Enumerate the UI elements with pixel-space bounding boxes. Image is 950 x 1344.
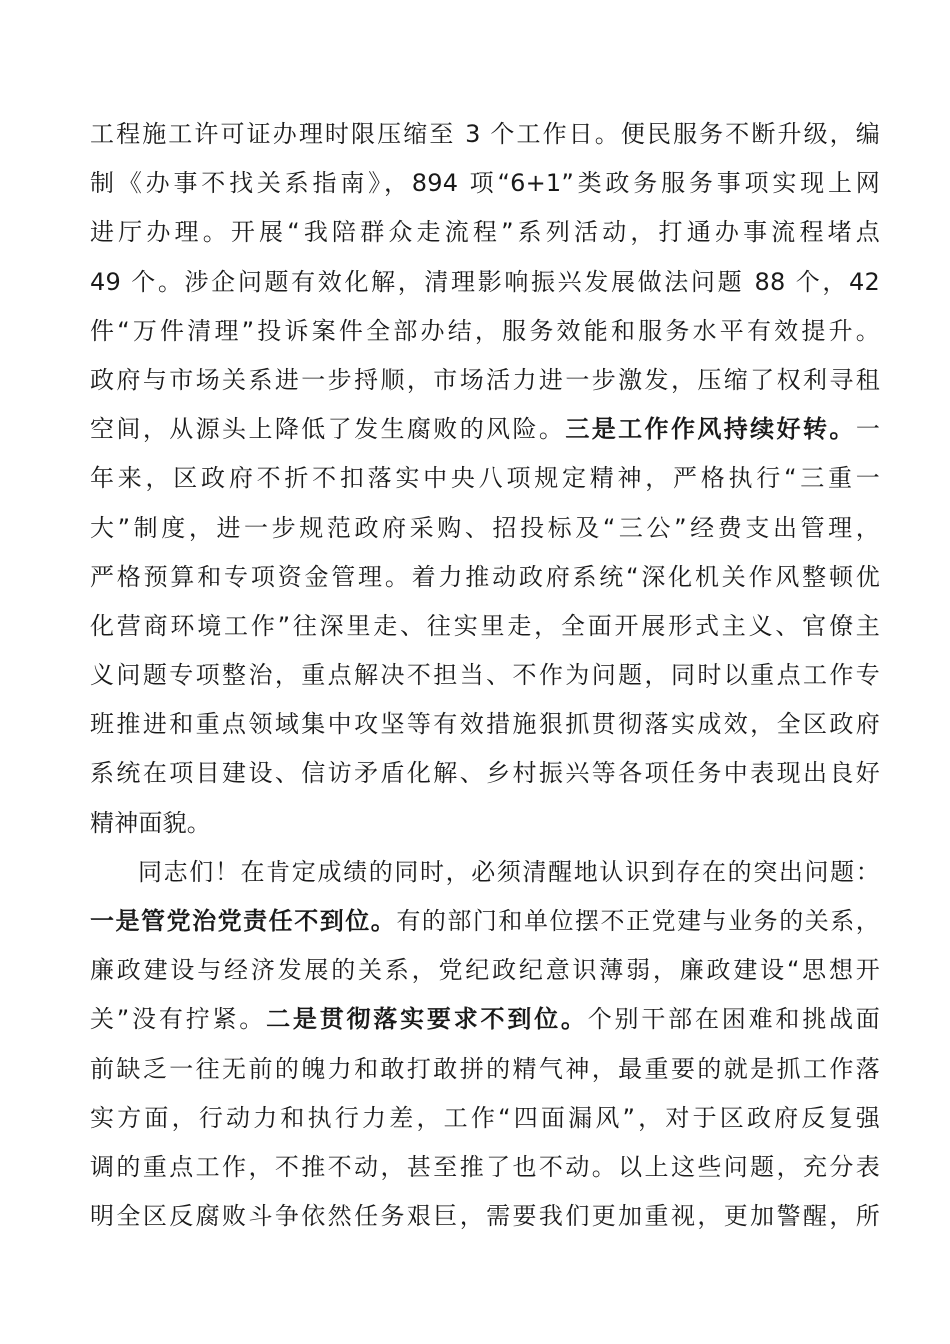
bold-heading-text: 一是管党治党责任不到位。 [90,907,397,935]
body-text-segment: 一 [855,415,881,444]
text-line [90,995,880,1044]
text-line [90,1143,880,1192]
bold-heading-text: 三是工作作风持续好转。 [565,415,856,444]
text-line [90,946,880,995]
body-text-segment: 调的重点工作，不推不动，甚至推了也不动。以上这些问题，充分表 [90,1152,880,1181]
text-line [90,110,880,159]
text-line [90,1045,880,1094]
body-text-segment: 明全区反腐败斗争依然任务艰巨，需要我们更加重视，更加警醒，所 [90,1202,880,1231]
text-line [90,1094,880,1143]
body-text-segment: 化营商环境工作”往深里走、往实里走，全面开展形式主义、官僚主 [90,611,880,640]
text-line [90,602,880,651]
text-line [90,700,880,749]
body-text-segment: 49 个。涉企问题有效化解，清理影响振兴发展做法问题 88 个，42 [90,267,880,296]
body-text-segment: 个别干部在困难和挑战面 [587,1005,880,1034]
body-text-segment: 政府与市场关系进一步捋顺，市场活力进一步激发，压缩了权利寻租 [90,365,880,394]
body-text-segment: 件“万件清理”投诉案件全部办结，服务效能和服务水平有效提升。 [90,316,880,345]
text-line [90,208,880,257]
text-line [90,504,880,553]
body-text-segment: 关”没有拧紧。 [90,1005,267,1034]
body-text-segment: 前缺乏一往无前的魄力和敢打敢拼的精气神，最重要的就是抓工作落 [90,1054,880,1083]
body-text-segment: 精神面貌。 [90,808,211,837]
body-text-segment: 进厅办理。开展“我陪群众走流程”系列活动，打通办事流程堵点 [90,218,880,247]
body-text-segment: 严格预算和专项资金管理。着力推动政府系统“深化机关作风整顿优 [90,562,880,591]
text-line [90,356,880,405]
text-line [90,307,880,356]
text-line [90,454,880,503]
body-text-segment: 廉政建设与经济发展的关系，党纪政纪意识薄弱，廉政建设“思想开 [90,956,880,985]
text-line [90,258,880,307]
body-text-segment: 年来，区政府不折不扣落实中央八项规定精神，严格执行“三重一 [90,464,880,493]
text-line [90,749,880,798]
body-text-segment: 大”制度，进一步规范政府采购、招投标及“三公”经费支出管理， [90,513,880,542]
body-text-segment: 制《办事不找关系指南》，894 项“6+1”类政务服务事项实现上网 [90,169,880,198]
bold-heading-text: 二是贯彻落实要求不到位。 [266,1005,588,1034]
body-text [90,110,880,1241]
body-text-segment: 空间，从源头上降低了发生腐败的风险。 [90,415,566,444]
text-line [90,651,880,700]
body-text-segment: 实方面，行动力和执行力差，工作“四面漏风”，对于区政府反复强 [90,1103,880,1132]
text-line [90,799,880,848]
body-text-segment: 同志们！在肯定成绩的同时，必须清醒地认识到存在的突出问题： [138,857,880,886]
text-line [90,405,880,454]
body-text-segment: 班推进和重点领域集中攻坚等有效措施狠抓贯彻落实成效，全区政府 [90,710,880,739]
text-line [90,848,880,897]
body-text-segment: 义问题专项整治，重点解决不担当、不作为问题，同时以重点工作专 [90,661,880,690]
text-line [90,1192,880,1241]
text-line [90,897,880,946]
body-text-segment: 工程施工许可证办理时限压缩至 3 个工作日。便民服务不断升级，编 [90,120,880,148]
text-line [90,159,880,208]
text-line [90,553,880,602]
body-text-segment: 系统在项目建设、信访矛盾化解、乡村振兴等各项任务中表现出良好 [90,759,880,788]
body-text-segment: 有的部门和单位摆不正党建与业务的关系， [396,907,880,935]
